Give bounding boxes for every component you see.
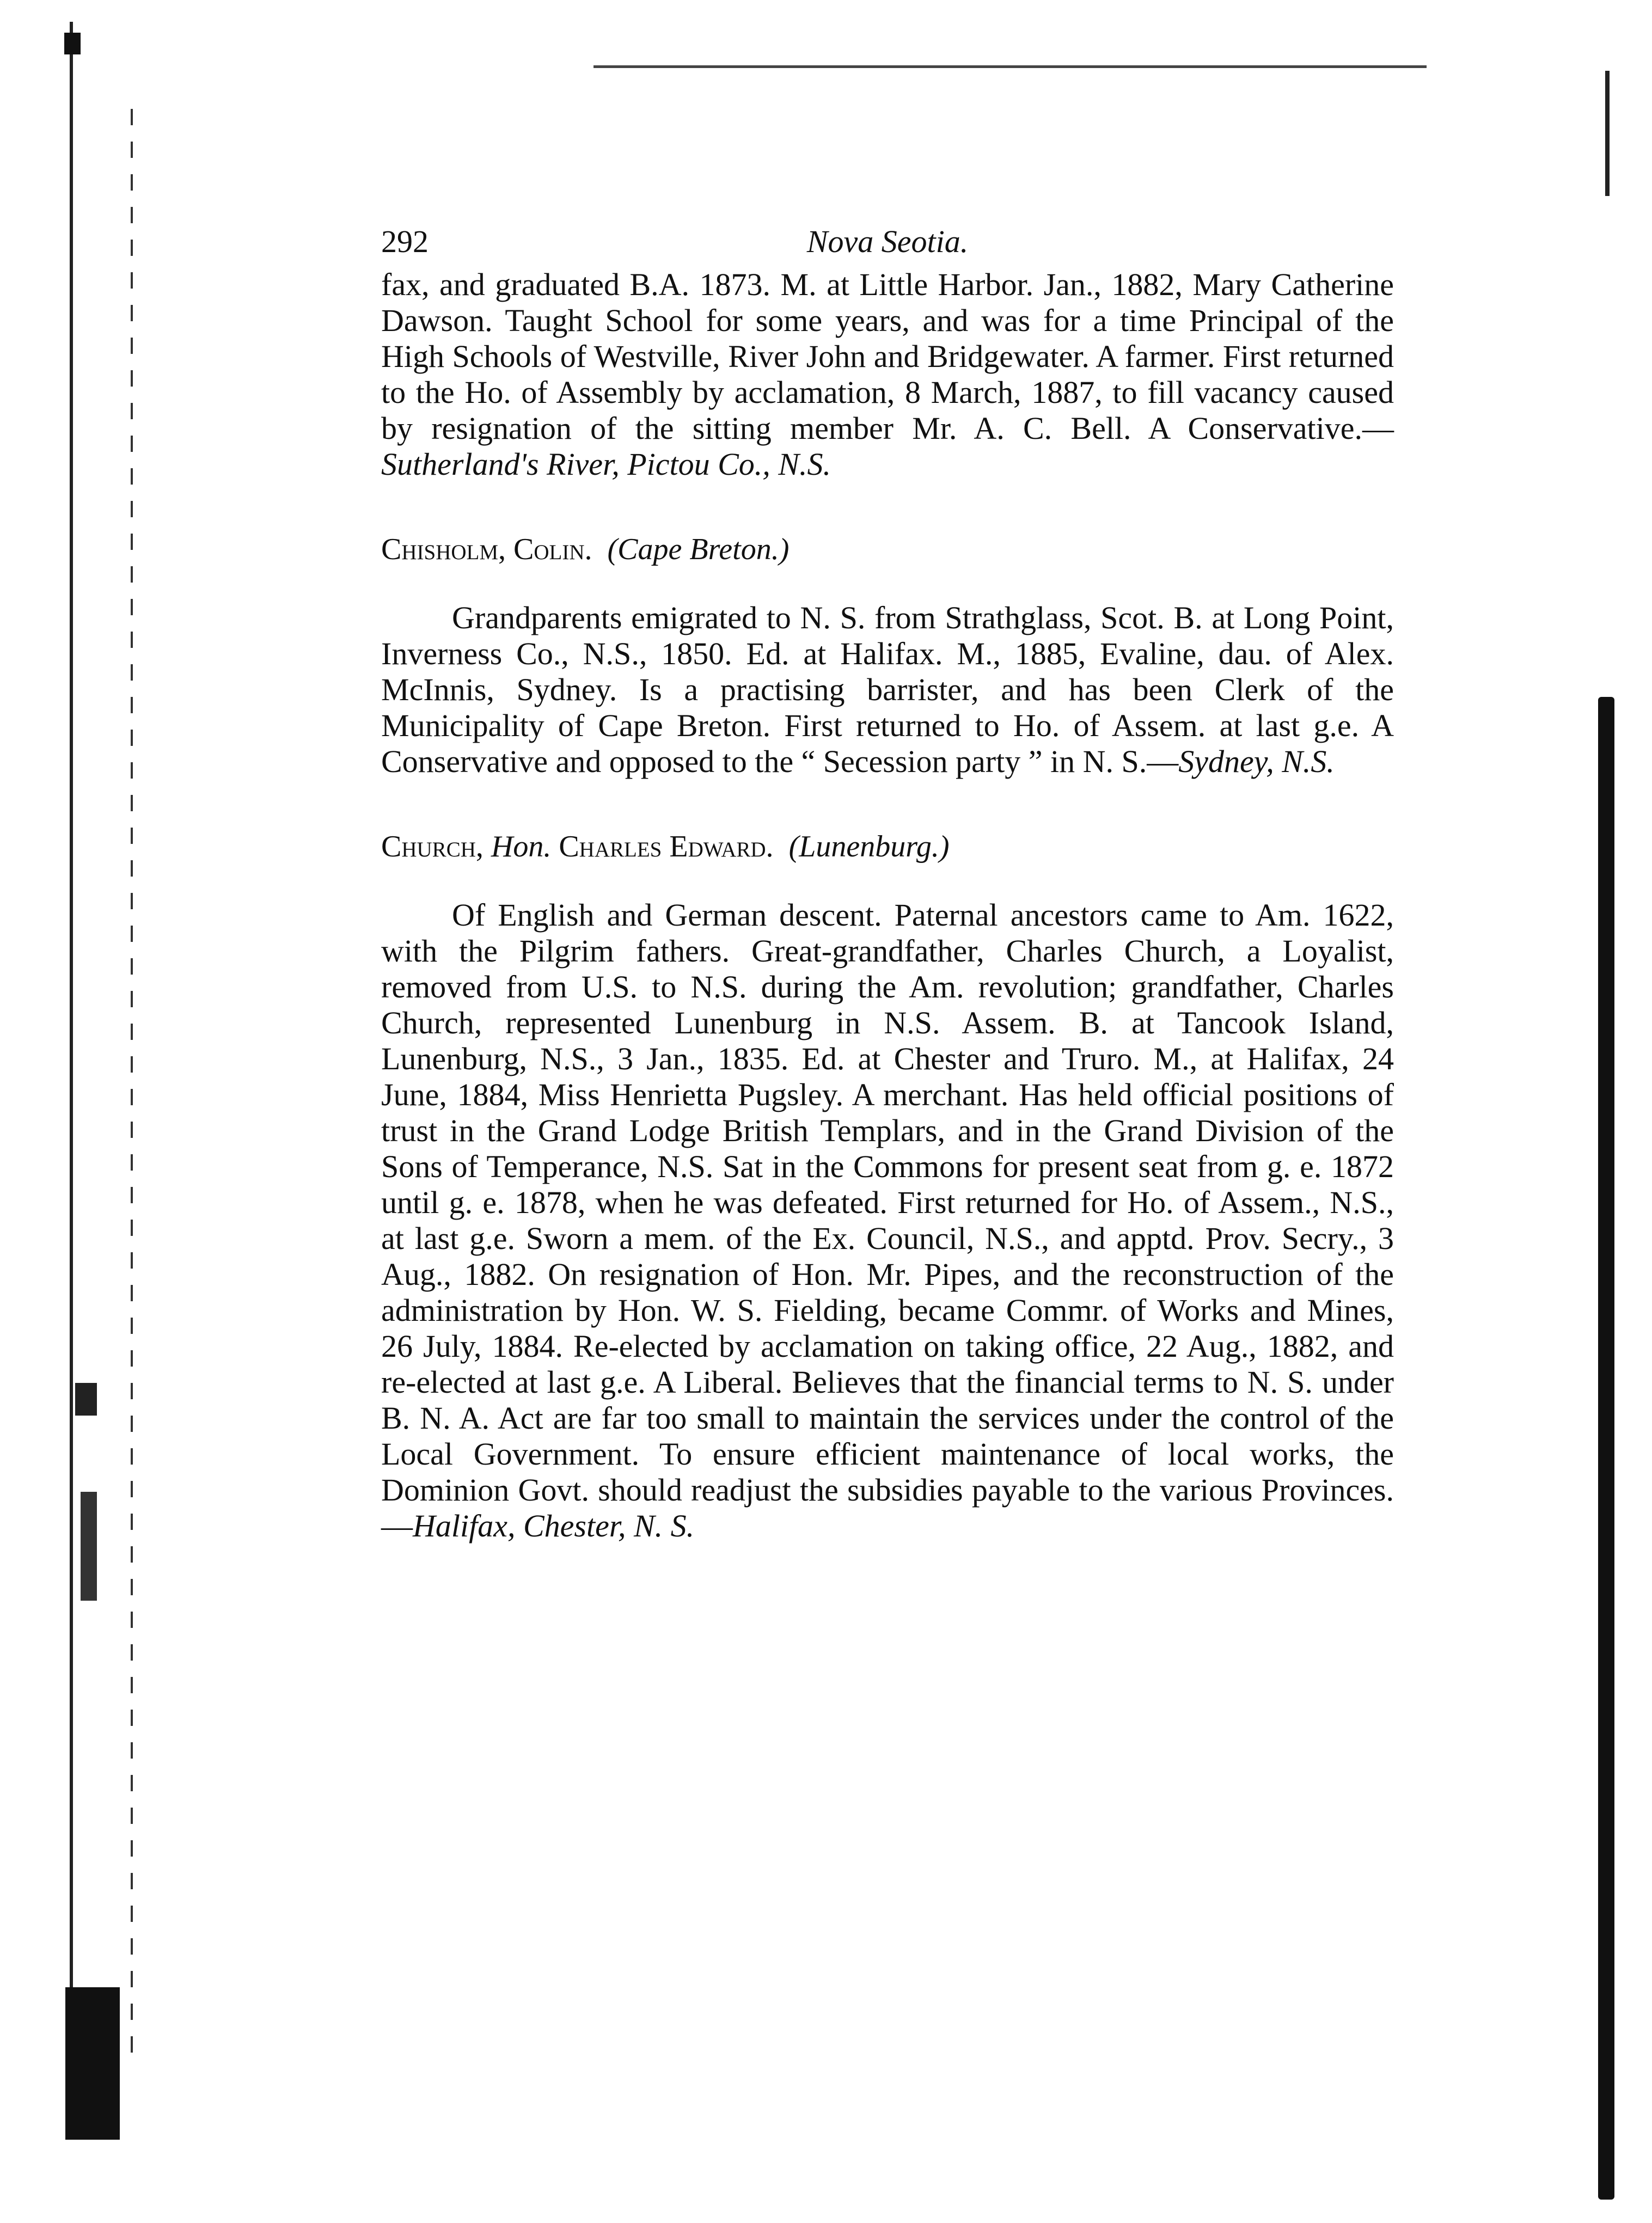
scan-right-edge xyxy=(1598,697,1614,2200)
spacer xyxy=(381,482,1394,531)
entry-address: Halifax, Chester, N. S. xyxy=(413,1508,695,1544)
entry-body-church xyxy=(381,897,1394,1544)
entry-text: Grandparents emigrated to N. S. from Strathglass, Scot. B. at Long Point, Inverness Co., N.S., 1850. Ed. at Halifax. M., 1885, Evaline, dau. of Alex. McInnis, Sydney. Is a practising barrister, and has been Clerk of the Municipality of Cape Breton. First returned to Ho. of Assem. at last g.e. A Conservative and opposed to the “ Secession party ” in N. S.— xyxy=(381,600,1394,779)
scan-right-edge-top xyxy=(1605,71,1610,196)
entry-heading-church xyxy=(381,829,1394,865)
spacer xyxy=(381,780,1394,829)
entry-constituency: (Lunenburg.) xyxy=(788,830,950,864)
entry-honorific: Hon. xyxy=(491,830,552,864)
entry-surname: Church, xyxy=(381,830,484,864)
entry-given-names: Colin. xyxy=(513,532,592,566)
continued-entry-address: Sutherland's River, Pictou Co., N.S. xyxy=(381,446,831,482)
entry-given-names: Charles Edward. xyxy=(559,830,774,864)
page-header xyxy=(381,212,1394,267)
entry-heading-chisholm xyxy=(381,531,1394,567)
running-title: Nova Seotia. xyxy=(806,224,969,259)
entry-surname: Chisholm, xyxy=(381,532,506,566)
continued-entry xyxy=(381,267,1394,482)
scan-left-edge xyxy=(64,22,102,2118)
spacer xyxy=(381,865,1394,897)
entry-body-chisholm xyxy=(381,600,1394,780)
scan-left-dark-block xyxy=(65,1987,120,2140)
page-number: 292 xyxy=(381,224,429,259)
entry-text: Of English and German descent. Paternal ancestors came to Am. 1622, with the Pilgrim fathers. Great-grandfather, Charles Church, a Loyalist, removed from U.S. to N.S. during the Am. revolution; grandfather, Charles Church, represented Lunenburg in N.S. Assem. B. at Tancook Island, Lunenburg, N.S., 3 Jan., 1835. Ed. at Chester and Truro. M., at Halifax, 24 June, 1884, Miss Henrietta Pugsley. A merchant. Has held official positions of trust in the Grand Lodge British Templars, and in the Grand Division of the Sons of Temperance, N.S. Sat in the Commons for present seat from g. e. 1872 until g. e. 1878, when he was defeated. First returned for Ho. of Assem., N.S., at last g.e. Sworn a mem. of the Ex. Council, N.S., and apptd. Prov. Secry., 3 Aug., 1882. On resignation of Hon. Mr. Pipes, and the reconstruction of the administration by Hon. W. S. Fielding, became Commr. of Works and Mines, 26 July, 1884. Re-elected by acclamation on taking office, 22 Aug., 1882, and re-elected at last g.e. A Liberal. Believes that the financial terms to N. S. under B. N. A. Act are far too small to maintain the services under the control of the Local Government. To ensure efficient maintenance of local works, the Dominion Govt. should readjust the subsidies payable to the various Provinces.— xyxy=(381,897,1394,1544)
scan-binding-shadow xyxy=(64,22,102,2118)
scan-left-line xyxy=(131,109,133,2069)
entry-address: Sydney, N.S. xyxy=(1178,744,1335,779)
spacer xyxy=(381,567,1394,600)
top-rule xyxy=(594,65,1427,68)
entry-constituency: (Cape Breton.) xyxy=(607,532,790,566)
book-page xyxy=(381,212,1394,1544)
continued-entry-text: fax, and graduated B.A. 1873. M. at Little Harbor. Jan., 1882, Mary Catherine Dawson. Taught School for some years, and was for a time Principal of the High Schools of Westville, River John and Bridgewater. A farmer. First returned to the Ho. of Assembly by acclamation, 8 March, 1887, to fill vacancy caused by resignation of the sitting member Mr. A. C. Bell. A Conservative.— xyxy=(381,267,1394,446)
